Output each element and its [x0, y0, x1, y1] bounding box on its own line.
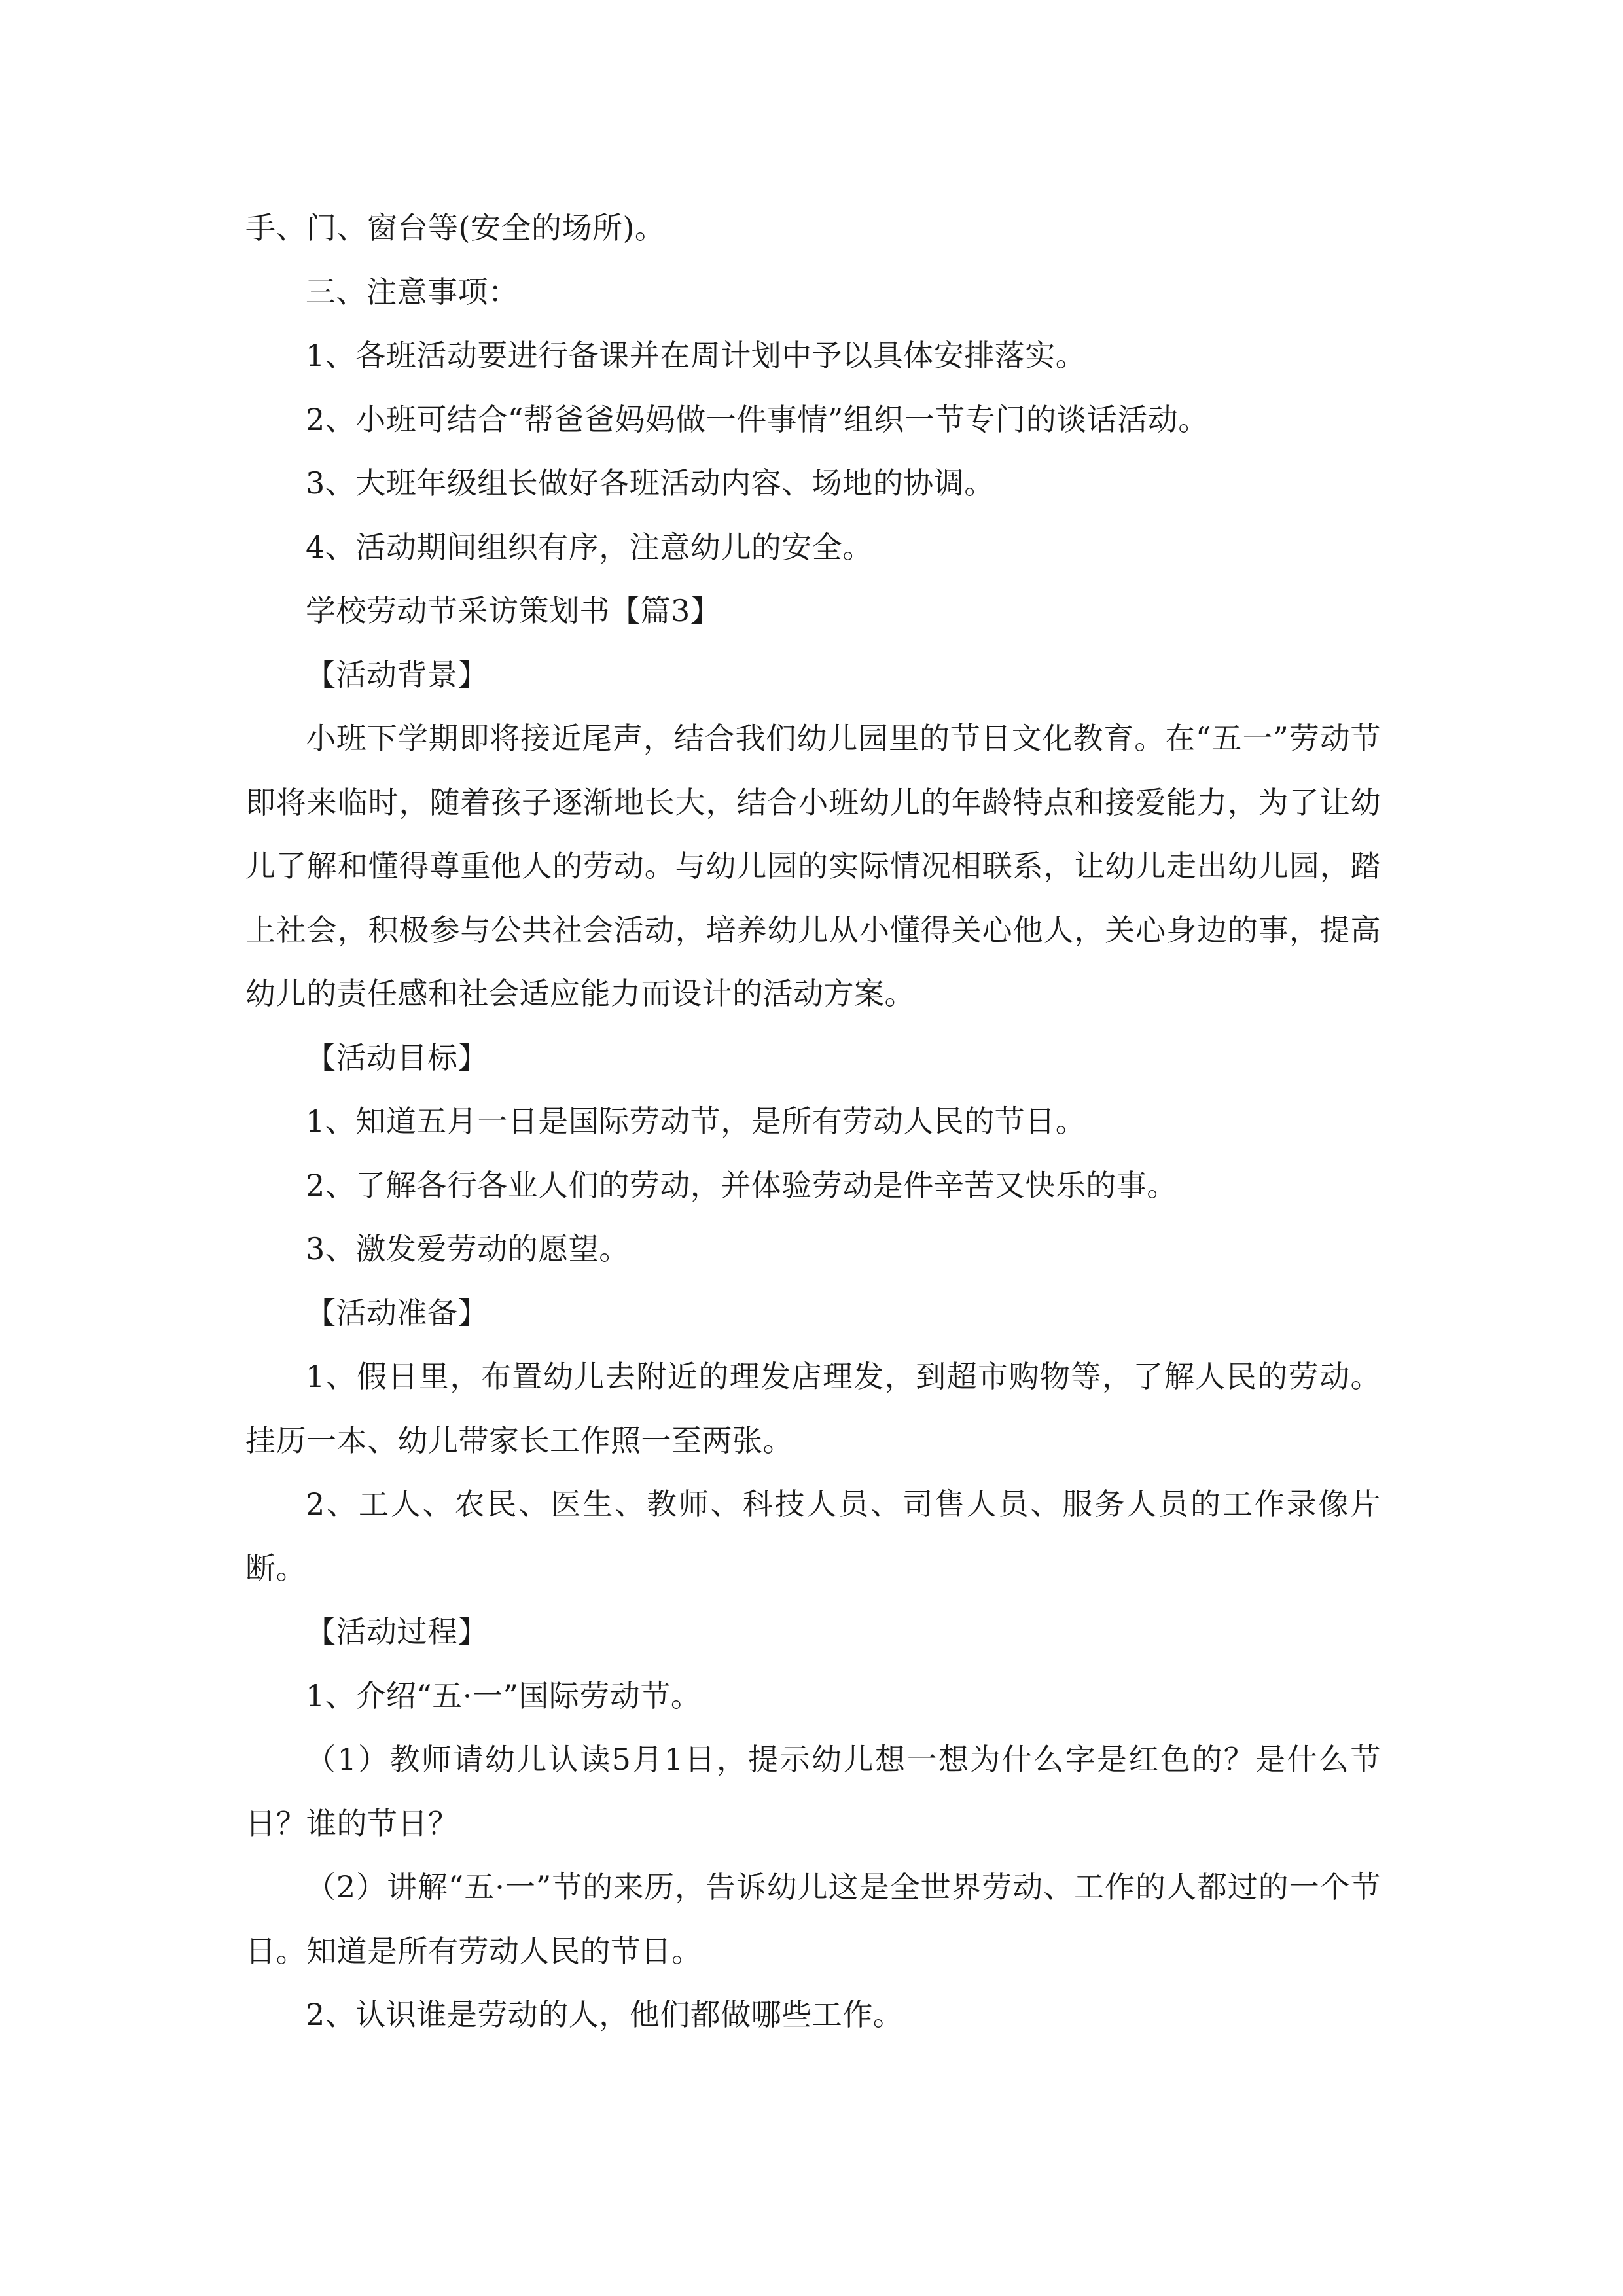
process-item-2: 2、认识谁是劳动的人，他们都做哪些工作。	[306, 1997, 904, 2032]
preparation-item-2: 2、工人、农民、医生、教师、科技人员、司售人员、服务人员的工作录像片断。	[245, 1486, 1381, 1586]
heading-preparation: 【活动准备】	[306, 1295, 488, 1331]
process-subitem-2: （2）讲解“五·一”节的来历，告诉幼儿这是全世界劳动、工作的人都过的一个节日。知道是所有劳动人民的节日。	[245, 1869, 1381, 1969]
notes-item-1: 1、各班活动要进行备课并在周计划中予以具体安排落实。	[306, 338, 1086, 373]
document-body	[245, 196, 1381, 2047]
goal-item-1: 1、知道五月一日是国际劳动节，是所有劳动人民的节日。	[306, 1103, 1086, 1139]
paragraph-continuation: 手、门、窗台等(安全的场所)。	[245, 210, 666, 245]
notes-item-3: 3、大班年级组长做好各班活动内容、场地的协调。	[306, 465, 995, 501]
heading-goals: 【活动目标】	[306, 1039, 488, 1075]
notes-item-4: 4、活动期间组织有序，注意幼儿的安全。	[306, 529, 873, 565]
process-subitem-1: （1）教师请幼儿认读5月1日，提示幼儿想一想为什么字是红色的？是什么节日？谁的节日？	[245, 1742, 1381, 1841]
preparation-item-1: 1、假日里，布置幼儿去附近的理发店理发，到超市购物等，了解人民的劳动。挂历一本、幼儿带家长工作照一至两张。	[245, 1359, 1381, 1458]
notes-item-2: 2、小班可结合“帮爸爸妈妈做一件事情”组织一节专门的谈话活动。	[306, 401, 1209, 437]
background-paragraph: 小班下学期即将接近尾声，结合我们幼儿园里的节日文化教育。在“五一”劳动节即将来临时，随着孩子逐渐地长大，结合小班幼儿的年龄特点和接爱能力，为了让幼儿了解和懂得尊重他人的劳动。与幼儿园的实际情况相联系，让幼儿走出幼儿园，踏上社会，积极参与公共社会活动，培养幼儿从小懂得关心他人，关心身边的事，提高幼儿的责任感和社会适应能力而设计的活动方案。	[245, 721, 1381, 1011]
goal-item-3: 3、激发爱劳动的愿望。	[306, 1231, 630, 1266]
goal-item-2: 2、了解各行各业人们的劳动，并体验劳动是件辛苦又快乐的事。	[306, 1167, 1177, 1203]
heading-process: 【活动过程】	[306, 1614, 488, 1649]
process-item-1: 1、介绍“五·一”国际劳动节。	[306, 1677, 702, 1713]
heading-notes: 三、注意事项：	[306, 274, 519, 310]
section-title: 学校劳动节采访策划书【篇3】	[306, 593, 721, 628]
heading-background: 【活动背景】	[306, 656, 488, 692]
